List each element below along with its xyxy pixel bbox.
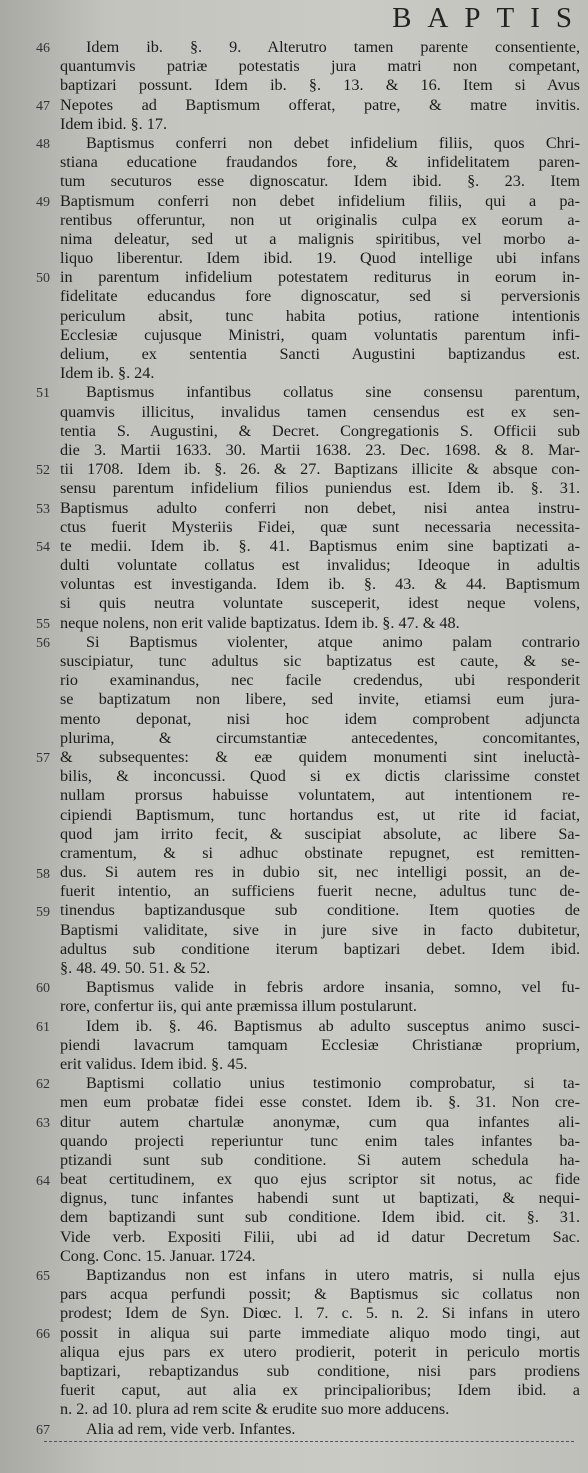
text-line: adultus sub conditione iterum baptizari debet. Idem ibid. [60, 939, 580, 958]
text-line: mento deponat, nisi hoc idem comprobent adjuncta [60, 709, 580, 728]
entry-56 [0, 633, 588, 978]
text-line: Cong. Conc. 15. Januar. 1724. [60, 1246, 256, 1265]
text-line: tii 1708. Idem ib. §. 26. & 27. Baptizans illicite & absque con- [60, 460, 580, 479]
entry-65 [0, 1266, 588, 1420]
text-line: dus. Si autem res in dubio sit, nec intelligi possit, an de- [60, 863, 580, 882]
text-line: dulti voluntate collatus est invalidus; Ideoque in adultis [60, 556, 580, 575]
margin-number: 46 [36, 41, 50, 56]
text-line: Baptismus conferri non debet infidelium filiis, quos Chri- [86, 133, 580, 152]
margin-number: 51 [36, 386, 50, 402]
bottom-rule [44, 1441, 574, 1442]
text-line: rentibus offeruntur, non ut originalis culpa ex eorum a- [60, 210, 580, 229]
text-line: quantumvis patriæ potestatis jura matri non competant, [60, 57, 580, 76]
margin-number: 52 [36, 463, 50, 479]
margin-number: 49 [36, 194, 50, 210]
text-line: baptizari possunt. Idem ib. §. 13. & 16. Item si Avus [60, 76, 580, 95]
margin-number: 48 [36, 136, 50, 152]
page-body [0, 38, 588, 1439]
running-title: BAPTIS [392, 2, 588, 34]
entry-62 [0, 1074, 588, 1266]
text-line: Idem ib. §. 46. Baptismus ab adulto susceptus animo susci- [86, 1016, 580, 1035]
margin-number: 62 [36, 1077, 50, 1093]
text-line: ctus fuerit Mysteriis Fidei, quæ sunt necessaria necessita- [60, 517, 580, 536]
text-line: Idem ibid. §. 17. [60, 114, 168, 133]
margin-number: 67 [36, 1422, 50, 1438]
text-line: sensu parentum infidelium filios puniendus est. Idem ib. §. 31. [60, 479, 580, 498]
text-line: fuerit caput, aut alia ex principalioribus; Idem ibid. a [60, 1381, 580, 1400]
text-line: tinendus baptizandusque sub conditione. Item quoties de [60, 901, 580, 920]
margin-number: 66 [36, 1327, 50, 1343]
text-line: rore, confertur iis, qui ante præmissa illum postularunt. [60, 997, 417, 1016]
text-line: Alia ad rem, vide verb. Infantes. [86, 1419, 296, 1438]
text-line: Baptismus valide in febris ardore insania, somno, vel fu- [86, 978, 580, 997]
text-line: dignus, tunc infantes habendi sunt ut baptizati, & nequi- [60, 1189, 580, 1208]
text-line: piendi lavacrum tamquam Ecclesiæ Christianæ proprium, [60, 1035, 580, 1054]
entry-51 [0, 383, 588, 632]
text-line: nima deleatur, sed ut a malignis spiritibus, vel morbo a- [60, 229, 580, 248]
text-line: beat certitudinem, ex quo ejus scriptor sit notus, ac fide [60, 1170, 580, 1189]
text-line: Idem ib. §. 9. Alterutro tamen parente consentiente, [86, 38, 580, 56]
text-line: Nepotes ad Baptismum offerat, patre, & matre invitis. [60, 95, 580, 114]
text-line: Baptismi validitate, sive in jure sive in facto dubitetur, [60, 920, 580, 939]
margin-number: 64 [36, 1173, 50, 1189]
text-line: quamvis illicitus, invalidus tamen censendus est ex sen- [60, 402, 580, 421]
text-line: Idem ib. §. 24. [60, 364, 155, 383]
margin-number: 61 [36, 1019, 50, 1035]
text-line: neque nolens, non erit valide baptizatus. Idem ib. §. 47. & 48. [60, 613, 460, 632]
margin-number: 54 [36, 540, 50, 556]
entry-61 [0, 1017, 588, 1075]
text-line: voluntas est investiganda. Idem ib. §. 43. & 44. Baptismum [60, 575, 580, 594]
text-line: fuerit intentio, an sufficiens fuerit necne, adultus tunc de- [60, 882, 580, 901]
text-line: plurima, & circumstantiæ antecedentes, concomitantes, [60, 728, 580, 747]
text-line: men eum probatæ fidei esse constet. Idem ib. §. 31. Non cre- [60, 1093, 580, 1112]
text-line: n. 2. ad 10. plura ad rem scite & erudite suo more adducens. [60, 1400, 450, 1419]
text-line: nullam prorsus habuisse voluntatem, aut intentionem re- [60, 786, 580, 805]
text-line: rio examinandus, nec facile credendus, ubi responderit [60, 671, 580, 690]
text-line: fidelitate educandus fore dignoscatur, sed si perversionis [60, 287, 580, 306]
text-line: ptizandi sunt sub conditione. Si autem schedula ha- [60, 1150, 580, 1169]
text-line: Ecclesiæ cujusque Ministri, quam voluntatis parentum infi- [60, 325, 580, 344]
text-line: bilis, & inconcussi. Quod si ex dictis clarissime constet [60, 767, 580, 786]
text-line: cipiendi Baptismum, tunc hortandus est, ut rite id faciat, [60, 805, 580, 824]
text-line: tum secuturos esse dignoscatur. Idem ibid. §. 23. Item [60, 172, 580, 191]
text-line: delium, ex sententia Sancti Augustini baptizandus est. [60, 345, 580, 363]
text-line: aliqua ejus pars ex utero prodierit, poterit in periculo mortis [60, 1342, 580, 1361]
margin-number: 59 [36, 905, 50, 920]
text-line: die 3. Martii 1633. 30. Martii 1638. 23. Dec. 1698. & 8. Mar- [60, 440, 580, 459]
text-line: baptizari, rebaptizandus sub conditione, nisi pars prodiens [60, 1361, 580, 1380]
text-line: possit in aliqua sui parte immediate aliquo modo tingi, aut [60, 1323, 580, 1342]
text-line: prodest; Idem de Syn. Diœc. l. 7. c. 5. n. 2. Si infans in utero [60, 1304, 580, 1323]
text-line: dem baptizandi sunt sub conditione. Idem ibid. cit. §. 31. [60, 1208, 580, 1227]
margin-number: 60 [36, 981, 50, 997]
entry-46 [0, 38, 588, 134]
entry-48 [0, 134, 588, 383]
margin-number: 57 [36, 751, 50, 767]
text-line: te medii. Idem ib. §. 41. Baptismus enim sine baptizati a- [60, 536, 580, 555]
text-line: Baptismi collatio unius testimonio comprobatur, si ta- [86, 1074, 580, 1093]
text-line: pars acqua perfundi possit; & Baptismus sic collatus non [60, 1285, 580, 1304]
text-line: liquo liberentur. Idem ibid. 19. Quod intellige ubi infans [60, 249, 580, 268]
text-line: Baptismus infantibus collatus sine consensu parentum, [86, 383, 580, 402]
text-line: cramentum, & si adhuc obstinate repugnet, est remitten- [60, 843, 580, 862]
margin-number: 53 [36, 501, 50, 517]
margin-number: 65 [36, 1269, 50, 1284]
margin-number: 58 [36, 866, 50, 882]
text-line: quando projecti reperiuntur tunc enim tales infantes ba- [60, 1131, 580, 1150]
text-line: §. 48. 49. 50. 51. & 52. [60, 959, 211, 977]
text-line: periculum absit, tunc habita potius, ratione intentionis [60, 306, 580, 325]
text-line: quod jam irrito fecit, & suscipiat absolute, ac libere Sa- [60, 824, 580, 843]
text-line: Vide verb. Expositi Filii, ubi ad id datur Decretum Sac. [60, 1227, 580, 1246]
margin-number: 56 [36, 635, 50, 651]
text-line: & subsequentes: & eæ quidem monumenti sint ineluctà- [60, 747, 580, 766]
text-line: Baptismus adulto conferri non debet, nisi antea instru- [60, 498, 580, 517]
text-line: stiana educatione fraudandos fore, & infidelitatem paren- [60, 153, 580, 172]
text-line: se baptizatum non libere, sed invite, etiamsi eum jura- [60, 690, 580, 709]
margin-number: 50 [36, 271, 50, 287]
text-line: Baptizandus non est infans in utero matris, si nulla ejus [86, 1266, 580, 1284]
text-line: tentia S. Augustini, & Decret. Congregationis S. Officii sub [60, 421, 580, 440]
text-line: si quis neutra voluntate susceperit, idest neque volens, [60, 594, 580, 613]
margin-number: 47 [36, 98, 50, 114]
margin-number: 63 [36, 1116, 50, 1132]
entry-60 [0, 978, 588, 1016]
entry-67 [0, 1420, 588, 1439]
text-line: Baptismum conferri non debet infidelium filiis, qui a pa- [60, 191, 580, 210]
text-line: in parentum infidelium potestatem rediturus in eorum in- [60, 268, 580, 287]
text-line: suscipiatur, tunc adultus sic baptizatus est caute, & se- [60, 652, 580, 670]
text-line: ditur autem chartulæ anonymæ, cum qua infantes ali- [60, 1112, 580, 1131]
margin-number: 55 [36, 617, 50, 632]
text-line: Si Baptismus violenter, atque animo palam contrario [86, 632, 580, 651]
text-line: erit validus. Idem ibid. §. 45. [60, 1054, 248, 1073]
